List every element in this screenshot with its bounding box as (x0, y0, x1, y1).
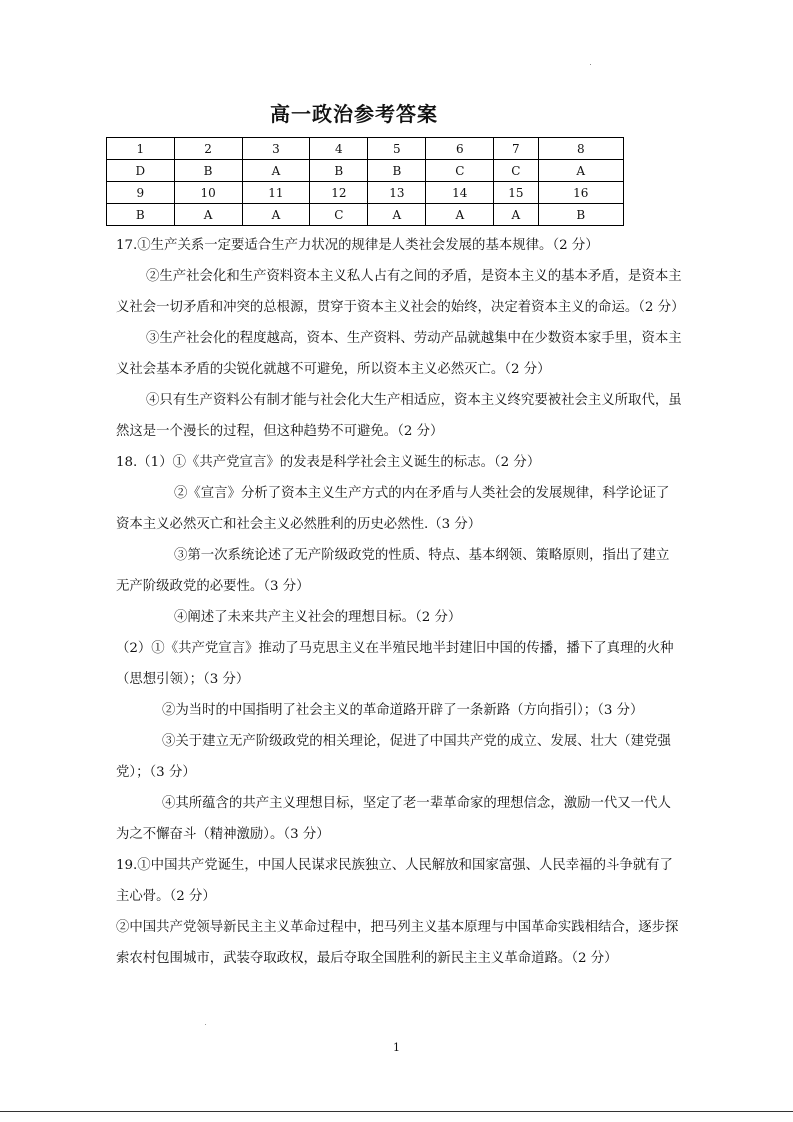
table-cell: A (242, 204, 310, 226)
paragraph-18-1-2: ②《宣言》分析了资本主义生产方式的内在矛盾与人类社会的发展规律，科学论证了资本主义必然灭亡和社会主义必然胜利的历史必然性.（3 分） (116, 486, 670, 532)
bottom-divider (0, 1111, 793, 1112)
table-cell: A (242, 160, 310, 182)
table-cell: 3 (242, 138, 310, 160)
paragraph-17-intro: 17.①生产关系一定要适合生产力状况的规律是人类社会发展的基本规律。（2 分） (116, 238, 599, 253)
scan-speck (205, 1024, 206, 1025)
table-cell: D (107, 160, 175, 182)
table-cell: A (494, 204, 538, 226)
answer-table (106, 137, 624, 226)
table-cell: B (368, 160, 426, 182)
page-number: 1 (393, 1041, 400, 1054)
table-cell: B (538, 204, 623, 226)
paragraph-18-2-3: ③关于建立无产阶级政党的相关理论，促进了中国共产党的成立、发展、壮大（建党强党）；（3 分） (116, 734, 671, 780)
table-cell: A (174, 204, 242, 226)
table-cell: A (426, 204, 494, 226)
table-row (107, 204, 624, 226)
table-cell: 8 (538, 138, 623, 160)
paragraph-18-2-1: （2）①《共产党宣言》推动了马克思主义在半殖民地半封建旧中国的传播，播下了真理的火种（思想引领）；（3 分） (116, 641, 674, 687)
paragraph-18-2-2: ②为当时的中国指明了社会主义的革命道路开辟了一条新路（方向指引）；（3 分） (162, 703, 644, 718)
table-cell: B (310, 160, 368, 182)
table-cell: C (310, 204, 368, 226)
table-cell: 13 (368, 182, 426, 204)
paragraph-18-2-4: ④其所蕴含的共产主义理想目标，坚定了老一辈革命家的理想信念，激励一代又一代人为之不懈奋斗（精神激励）。（3 分） (116, 796, 671, 842)
table-cell: C (426, 160, 494, 182)
paragraph-18-1-4: ④阐述了未来共产主义社会的理想目标。（2 分） (174, 610, 462, 625)
table-cell: 10 (174, 182, 242, 204)
table-cell: B (174, 160, 242, 182)
table-row (107, 138, 624, 160)
paragraph-18-1-3: ③第一次系统论述了无产阶级政党的性质、特点、基本纲领、策略原则，指出了建立无产阶级政党的必要性。（3 分） (116, 548, 670, 594)
paragraph-17-4: ④只有生产资料公有制才能与社会化大生产相适应，资本主义终究要被社会主义所取代，虽然这是一个漫长的过程，但这种趋势不可避免。（2 分） (116, 393, 682, 439)
table-cell: A (368, 204, 426, 226)
table-cell: 12 (310, 182, 368, 204)
table-cell: 11 (242, 182, 310, 204)
table-row (107, 160, 624, 182)
answer-body (116, 230, 685, 974)
paragraph-17-2: ②生产社会化和生产资料资本主义私人占有之间的矛盾，是资本主义的基本矛盾，是资本主义社会一切矛盾和冲突的总根源，贯穿于资本主义社会的始终，决定着资本主义的命运。（2 分） (116, 269, 685, 315)
table-cell: 15 (494, 182, 538, 204)
table-cell: A (538, 160, 623, 182)
page-title: 高一政治参考答案 (270, 102, 438, 126)
table-row (107, 182, 624, 204)
table-cell: 6 (426, 138, 494, 160)
table-cell: 9 (107, 182, 175, 204)
scan-speck (590, 64, 591, 65)
paragraph-19-1: 19.①中国共产党诞生，中国人民谋求民族独立、人民解放和国家富强、人民幸福的斗争就有了主心骨。（2 分） (116, 858, 673, 904)
table-cell: 16 (538, 182, 623, 204)
paragraph-19-2: ②中国共产党领导新民主主义革命过程中，把马列主义基本原理与中国革命实践相结合，逐步探索农村包围城市，武装夺取政权，最后夺取全国胜利的新民主主义革命道路。（2 分） (116, 920, 679, 966)
paragraph-17-3: ③生产社会化的程度越高，资本、生产资料、劳动产品就越集中在少数资本家手里，资本主义社会基本矛盾的尖锐化就越不可避免，所以资本主义必然灭亡。（2 分） (116, 331, 682, 377)
paragraph-18-1-1: 18.（1）①《共产党宣言》的发表是科学社会主义诞生的标志。（2 分） (116, 455, 541, 470)
table-cell: 7 (494, 138, 538, 160)
table-cell: 1 (107, 138, 175, 160)
table-cell: B (107, 204, 175, 226)
table-cell: C (494, 160, 538, 182)
table-cell: 14 (426, 182, 494, 204)
table-cell: 5 (368, 138, 426, 160)
table-cell: 4 (310, 138, 368, 160)
table-cell: 2 (174, 138, 242, 160)
